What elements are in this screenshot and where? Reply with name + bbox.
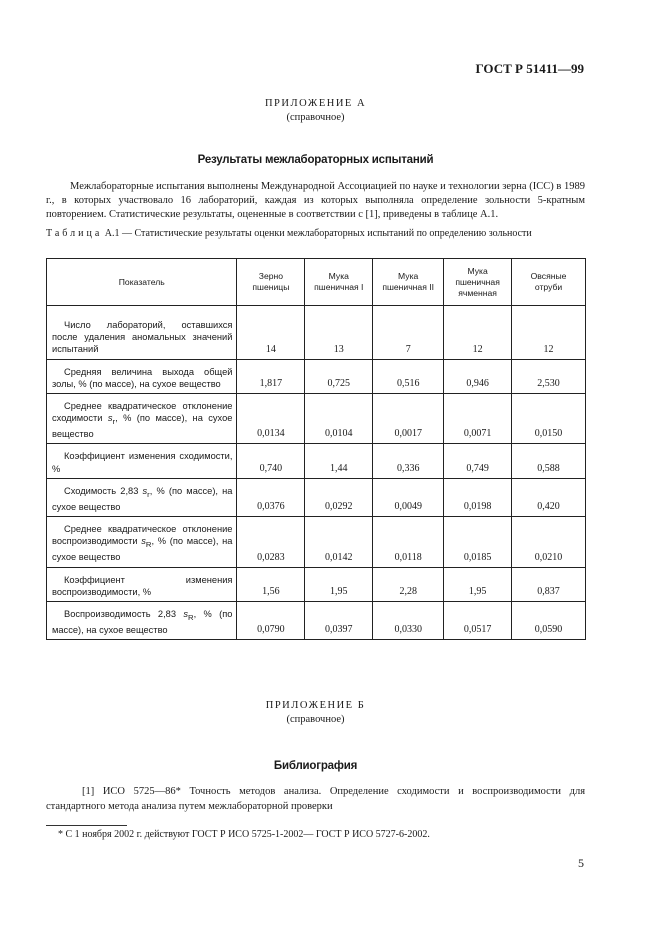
- table-cell: 0,725: [305, 359, 373, 393]
- table-cell: 2,28: [373, 567, 444, 601]
- appendix-a-title: ПРИЛОЖЕНИЕ А: [264, 98, 367, 109]
- table-cell: 0,336: [373, 444, 444, 478]
- symbol-subscript: r: [112, 417, 116, 427]
- table-cell: 12: [512, 313, 586, 359]
- row-label: [47, 602, 237, 640]
- table-cell: 0,0049: [373, 478, 444, 516]
- table-cell: 1,95: [444, 567, 512, 601]
- table-cell: 1,44: [305, 444, 373, 478]
- table-caption: [46, 228, 585, 240]
- symbol-subscript: R: [188, 612, 194, 622]
- table-cell: 0,420: [512, 478, 586, 516]
- column-header: Мука пшеничная II: [373, 259, 444, 306]
- entry-text: Точность методов анализа. Определение сходимости и воспроизводимости для стандартного метода анализа путем межлабораторной проверки: [46, 786, 586, 812]
- table-cell: 0,0071: [444, 394, 512, 444]
- symbol: s: [141, 536, 146, 547]
- table-header-row: [47, 259, 586, 306]
- symbol: s: [107, 413, 113, 424]
- row-label: Средняя величина выхода общей золы, % (по массе), на сухое вещество: [47, 359, 237, 393]
- table-cell: 0,0517: [444, 602, 512, 640]
- table-row: [47, 517, 586, 567]
- row-label: [47, 478, 237, 516]
- entry-code: ИСО 5725—86*: [102, 786, 181, 797]
- table-cell: 0,0104: [305, 394, 373, 444]
- symbol-subscript: R: [145, 540, 152, 550]
- row-label: Коэффициент изменения воспроизводимости, %: [47, 567, 237, 601]
- bibliography-entry: [46, 784, 585, 814]
- table-cell: 0,0376: [237, 478, 305, 516]
- appendix-a-subtitle: (справочное): [286, 112, 345, 123]
- table-row: [47, 359, 586, 393]
- column-header: Овсяные отруби: [512, 259, 586, 306]
- row-label-text: Среднее квадратическое отклонение воспроизводимости: [52, 524, 233, 547]
- column-header: Мука пшеничная ячменная: [444, 259, 512, 306]
- table-cell: 1,95: [305, 567, 373, 601]
- table-cell: 1,817: [237, 359, 305, 393]
- table-spacer: [47, 306, 586, 314]
- footnote-divider: [46, 825, 127, 826]
- table-caption-text: А.1 — Статистические результаты оценки межлабораторных испытаний по определению зольности: [104, 228, 532, 239]
- table-cell: 12: [444, 313, 512, 359]
- table-cell: 0,0185: [444, 517, 512, 567]
- results-paragraph: Межлабораторные испытания выполнены Международной Ассоциацией по науке и технологии зерна (ICC) в 1989 г., в которых участвовало 16 лабораторий, каждая из которых выполняла определение зольности 5-кратным повторением. Статистические результаты, оцененные в соответствии с [1], приведены в таблице А.1.: [46, 181, 585, 220]
- table-cell: 0,946: [444, 359, 512, 393]
- row-label: Коэффициент изменения сходимости, %: [47, 444, 237, 478]
- column-header: Показатель: [47, 259, 237, 306]
- table-cell: 0,0292: [305, 478, 373, 516]
- row-label-text: , % (по массе), на сухое вещество: [52, 536, 233, 563]
- row-label-text: , % (по массе), на сухое вещество: [52, 413, 233, 440]
- table-caption-label: Таблица: [46, 228, 103, 239]
- table-row: [47, 602, 586, 640]
- table-row: [47, 567, 586, 601]
- appendix-b-subtitle: (справочное): [286, 714, 345, 725]
- symbol: s: [183, 609, 189, 620]
- row-label-text: , % (по массе), на сухое вещество: [52, 609, 233, 636]
- table-cell: 0,837: [512, 567, 586, 601]
- table-cell: 0,0397: [305, 602, 373, 640]
- table-cell: 0,0134: [237, 394, 305, 444]
- table-cell: 14: [237, 313, 305, 359]
- bibliography-heading: Библиография: [273, 760, 358, 772]
- table-row: [47, 478, 586, 516]
- table-row: [47, 444, 586, 478]
- symbol: s: [142, 485, 148, 496]
- table-cell: 0,0142: [305, 517, 373, 567]
- table-cell: 0,0590: [512, 602, 586, 640]
- row-label: [47, 394, 237, 444]
- table-cell: 0,0330: [373, 602, 444, 640]
- table-cell: 13: [305, 313, 373, 359]
- results-heading: Результаты межлабораторных испытаний: [197, 154, 434, 166]
- table-cell: 0,740: [237, 444, 305, 478]
- table-cell: 0,0790: [237, 602, 305, 640]
- table-cell: 1,56: [237, 567, 305, 601]
- footnote: * С 1 ноября 2002 г. действуют ГОСТ Р ИСО 5725-1-2002— ГОСТ Р ИСО 5727-6-2002.: [58, 829, 430, 840]
- column-header: Мука пшеничная I: [305, 259, 373, 306]
- symbol-subscript: r: [147, 489, 150, 499]
- table-cell: 0,0210: [512, 517, 586, 567]
- entry-number: [1]: [82, 786, 95, 797]
- column-header: Зерно пшеницы: [237, 259, 305, 306]
- table-row: [47, 313, 586, 359]
- page-number: 5: [578, 856, 584, 870]
- table-cell: 0,0283: [237, 517, 305, 567]
- row-label: Число лабораторий, оставшихся после удаления аномальных значений испытаний: [47, 313, 237, 359]
- table-cell: 0,0150: [512, 394, 586, 444]
- appendix-b-title: ПРИЛОЖЕНИЕ Б: [265, 700, 366, 711]
- table-cell: 0,588: [512, 444, 586, 478]
- row-label-text: , % (по массе), на сухое вещество: [52, 485, 233, 512]
- document-code: ГОСТ Р 51411—99: [475, 61, 584, 76]
- row-label-text: Сходимость 2,83: [64, 485, 143, 496]
- table-cell: 0,0198: [444, 478, 512, 516]
- table-row: [47, 394, 586, 444]
- table-cell: 0,0118: [373, 517, 444, 567]
- row-label-text: Среднее квадратическое отклонение сходимости: [52, 401, 233, 424]
- results-table: [46, 258, 586, 640]
- table-cell: 0,0017: [373, 394, 444, 444]
- table-cell: 7: [373, 313, 444, 359]
- table-cell: 0,749: [444, 444, 512, 478]
- row-label: [47, 517, 237, 567]
- table-cell: 0,516: [373, 359, 444, 393]
- table-cell: 2,530: [512, 359, 586, 393]
- row-label-text: Воспроизводимость 2,83: [64, 609, 184, 620]
